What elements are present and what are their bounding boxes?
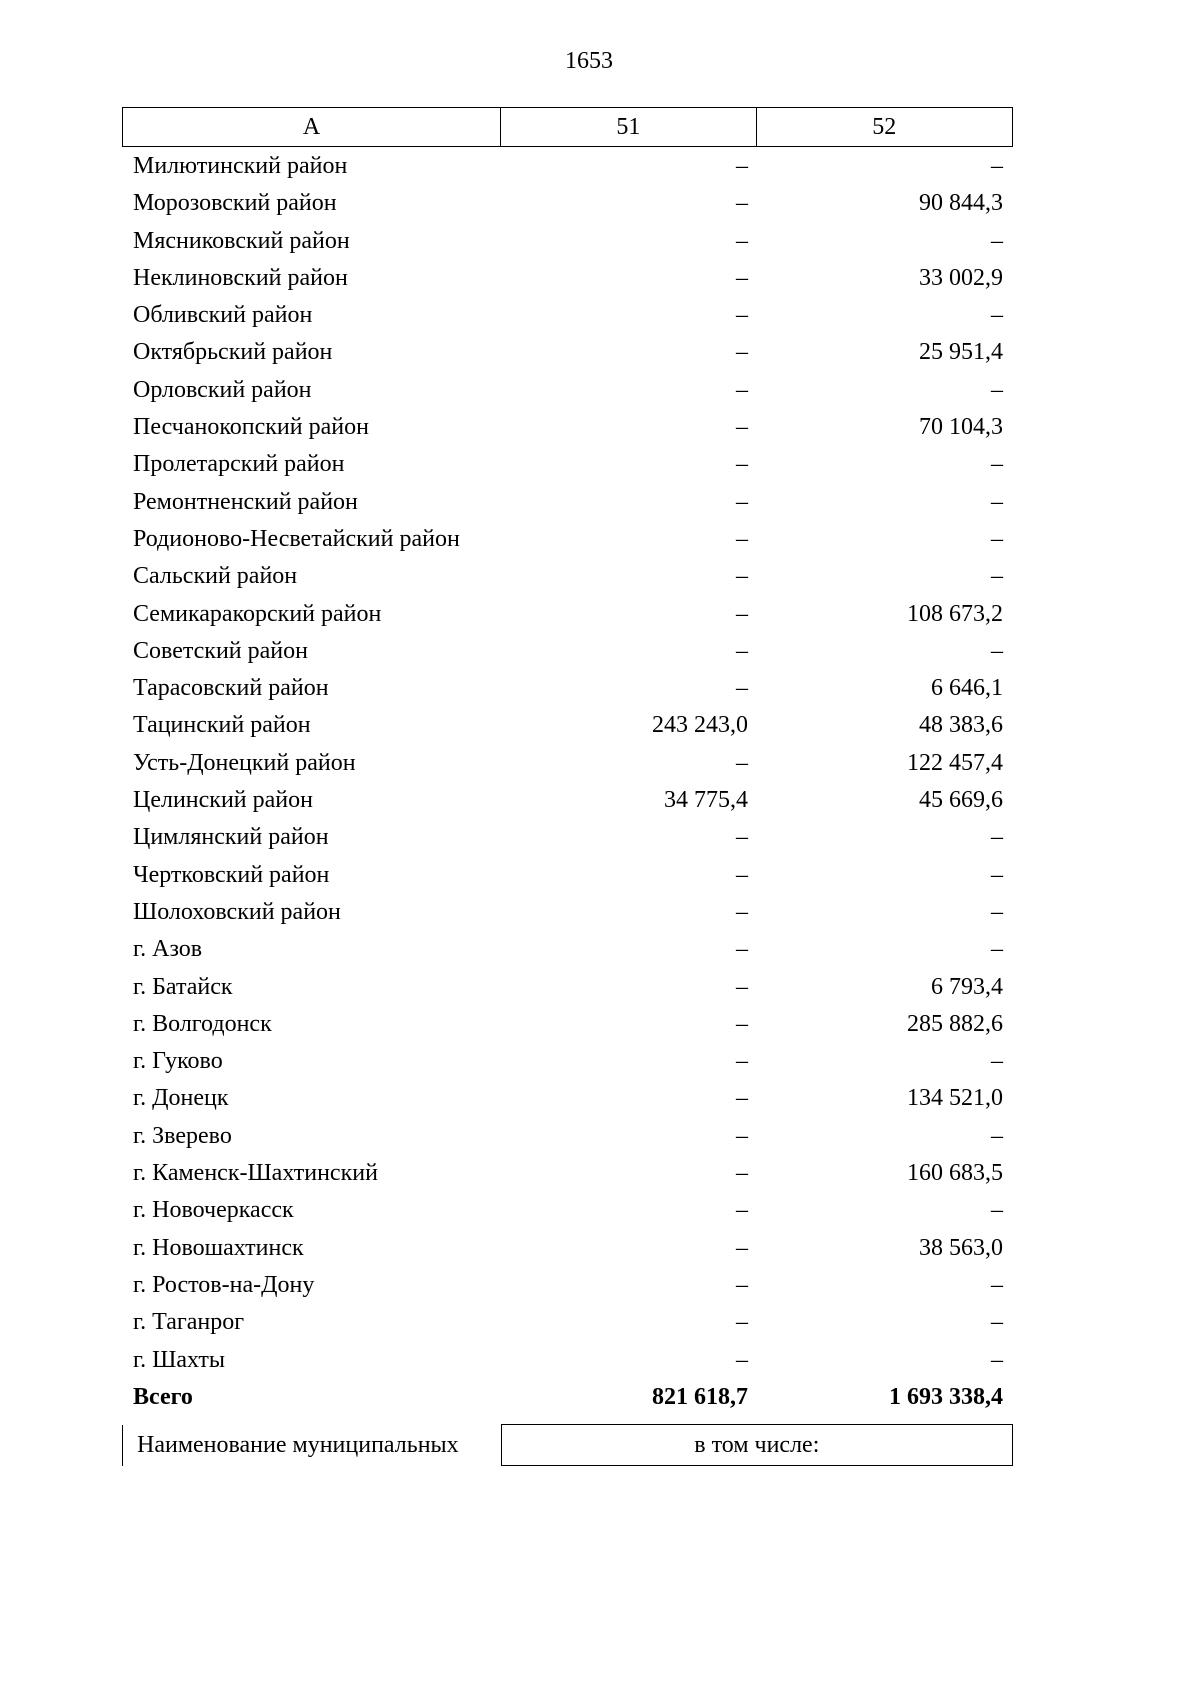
- table-row: [122, 297, 1013, 334]
- total-value-51: 821 618,7: [652, 1383, 748, 1410]
- row-value-51: –: [736, 1309, 748, 1336]
- row-value-51: –: [736, 376, 748, 403]
- row-name: Семикаракорский район: [133, 600, 382, 627]
- table-row: [122, 1267, 1013, 1304]
- table-row: [122, 260, 1013, 297]
- table-row: [122, 148, 1013, 185]
- table-row: [122, 372, 1013, 409]
- row-name: Цимлянский район: [133, 824, 329, 851]
- row-name: г. Каменск-Шахтинский: [133, 1160, 378, 1187]
- table-row: [122, 894, 1013, 931]
- row-name: г. Новошахтинск: [133, 1234, 304, 1261]
- next-table-header: [122, 1424, 1013, 1466]
- table-row: [122, 670, 1013, 707]
- header-col-52: 52: [756, 108, 1012, 147]
- table-row: [122, 223, 1013, 260]
- row-name: Советский район: [133, 637, 308, 664]
- header-col-a: А: [123, 108, 501, 147]
- row-value-51: –: [736, 1010, 748, 1037]
- header-col-51: 51: [501, 108, 756, 147]
- row-name: Песчанокопский район: [133, 414, 369, 441]
- page-number: 1653: [565, 48, 613, 74]
- row-name: г. Батайск: [133, 973, 233, 1000]
- row-value-52: 45 669,6: [919, 787, 1003, 814]
- row-name: Тацинский район: [133, 712, 311, 739]
- row-value-51: –: [736, 451, 748, 478]
- row-value-51: –: [736, 1346, 748, 1373]
- footer-name-header: Наименование муниципальных: [123, 1425, 502, 1466]
- row-name: Октябрьский район: [133, 339, 333, 366]
- row-value-52: 285 882,6: [907, 1010, 1003, 1037]
- row-value-51: –: [736, 488, 748, 515]
- row-value-52: –: [991, 1271, 1003, 1298]
- row-name: Неклиновский район: [133, 264, 348, 291]
- row-value-51: –: [736, 1271, 748, 1298]
- row-value-52: –: [991, 936, 1003, 963]
- row-value-52: –: [991, 824, 1003, 851]
- row-name: Чертковский район: [133, 861, 330, 888]
- row-name: Родионово-Несветайский район: [133, 525, 460, 552]
- total-row: [122, 1379, 1013, 1416]
- row-value-52: 33 002,9: [919, 264, 1003, 291]
- row-value-52: 122 457,4: [907, 749, 1003, 776]
- table-row: [122, 334, 1013, 371]
- table-row: [122, 1304, 1013, 1341]
- row-name: Целинский район: [133, 787, 313, 814]
- row-value-51: –: [736, 675, 748, 702]
- table-row: [122, 1155, 1013, 1192]
- row-name: г. Ростов-на-Дону: [133, 1271, 315, 1298]
- table-body: [122, 148, 1013, 1416]
- table-row: [122, 1080, 1013, 1117]
- row-value-52: –: [991, 1309, 1003, 1336]
- row-value-51: –: [736, 563, 748, 590]
- row-name: г. Шахты: [133, 1346, 226, 1373]
- row-value-52: –: [991, 637, 1003, 664]
- row-value-51: –: [736, 153, 748, 179]
- row-value-51: –: [736, 749, 748, 776]
- row-name: Пролетарский район: [133, 451, 345, 478]
- total-label: Всего: [133, 1383, 193, 1410]
- row-value-52: 48 383,6: [919, 712, 1003, 739]
- row-value-51: –: [736, 637, 748, 664]
- row-name: Тарасовский район: [133, 675, 329, 702]
- row-value-51: –: [736, 1197, 748, 1224]
- table-row: [122, 521, 1013, 558]
- row-name: Шолоховский район: [133, 898, 341, 925]
- table-row: [122, 185, 1013, 222]
- table-row: [122, 558, 1013, 595]
- table-row: [122, 1230, 1013, 1267]
- row-value-52: 134 521,0: [907, 1085, 1003, 1112]
- row-name: Ремонтненский район: [133, 488, 358, 515]
- row-value-52: –: [991, 376, 1003, 403]
- row-value-52: 160 683,5: [907, 1160, 1003, 1187]
- row-name: г. Таганрог: [133, 1309, 245, 1336]
- row-value-52: –: [991, 1197, 1003, 1224]
- table-row: [122, 969, 1013, 1006]
- row-name: Усть-Донецкий район: [133, 749, 356, 776]
- row-value-52: 70 104,3: [919, 414, 1003, 441]
- table-row: [122, 1342, 1013, 1379]
- table-row: [122, 1043, 1013, 1080]
- table-row: [122, 819, 1013, 856]
- row-value-52: 6 793,4: [931, 973, 1003, 1000]
- row-value-51: –: [736, 600, 748, 627]
- row-value-51: –: [736, 227, 748, 254]
- row-value-52: –: [991, 302, 1003, 329]
- row-name: г. Азов: [133, 936, 203, 963]
- row-value-51: –: [736, 973, 748, 1000]
- row-value-52: –: [991, 488, 1003, 515]
- row-name: г. Волгодонск: [133, 1010, 272, 1037]
- row-value-51: –: [736, 1085, 748, 1112]
- row-value-52: –: [991, 1048, 1003, 1075]
- row-value-51: –: [736, 302, 748, 329]
- row-value-52: 6 646,1: [931, 675, 1003, 702]
- row-value-51: 243 243,0: [652, 712, 748, 739]
- row-value-51: –: [736, 339, 748, 366]
- table-row: [122, 633, 1013, 670]
- row-name: Морозовский район: [133, 190, 337, 217]
- row-value-51: –: [736, 1048, 748, 1075]
- row-value-51: –: [736, 1122, 748, 1149]
- row-value-52: 25 951,4: [919, 339, 1003, 366]
- row-value-52: 38 563,0: [919, 1234, 1003, 1261]
- table-header: [122, 107, 1013, 147]
- row-name: г. Зверево: [133, 1122, 232, 1149]
- total-value-52: 1 693 338,4: [889, 1383, 1003, 1410]
- row-value-52: 108 673,2: [907, 600, 1003, 627]
- table-row: [122, 707, 1013, 744]
- table-row: [122, 409, 1013, 446]
- row-value-51: –: [736, 936, 748, 963]
- row-value-52: –: [991, 898, 1003, 925]
- table-row: [122, 596, 1013, 633]
- footer-including-header: в том числе:: [501, 1425, 1012, 1466]
- row-name: Милютинский район: [133, 153, 348, 179]
- row-value-52: –: [991, 227, 1003, 254]
- row-value-51: –: [736, 414, 748, 441]
- row-value-51: –: [736, 264, 748, 291]
- row-name: Мясниковский район: [133, 227, 350, 254]
- table-row: [122, 782, 1013, 819]
- row-name: Обливский район: [133, 302, 313, 329]
- table-row: [122, 857, 1013, 894]
- row-value-52: –: [991, 451, 1003, 478]
- row-value-51: –: [736, 1160, 748, 1187]
- row-value-52: –: [991, 563, 1003, 590]
- table-row: [122, 1006, 1013, 1043]
- row-value-52: 90 844,3: [919, 190, 1003, 217]
- row-value-52: –: [991, 153, 1003, 179]
- row-name: г. Новочеркасск: [133, 1197, 294, 1224]
- row-value-51: –: [736, 1234, 748, 1261]
- table-row: [122, 446, 1013, 483]
- row-name: г. Гуково: [133, 1048, 223, 1075]
- row-value-52: –: [991, 1122, 1003, 1149]
- row-value-52: –: [991, 1346, 1003, 1373]
- row-value-51: –: [736, 190, 748, 217]
- table-row: [122, 1192, 1013, 1229]
- row-value-52: –: [991, 861, 1003, 888]
- row-name: г. Донецк: [133, 1085, 229, 1112]
- table-row: [122, 484, 1013, 521]
- row-value-52: –: [991, 525, 1003, 552]
- row-value-51: 34 775,4: [664, 787, 748, 814]
- row-name: Сальский район: [133, 563, 298, 590]
- table-row: [122, 1118, 1013, 1155]
- row-name: Орловский район: [133, 376, 312, 403]
- table-row: [122, 745, 1013, 782]
- table-row: [122, 931, 1013, 968]
- row-value-51: –: [736, 824, 748, 851]
- row-value-51: –: [736, 898, 748, 925]
- row-value-51: –: [736, 525, 748, 552]
- row-value-51: –: [736, 861, 748, 888]
